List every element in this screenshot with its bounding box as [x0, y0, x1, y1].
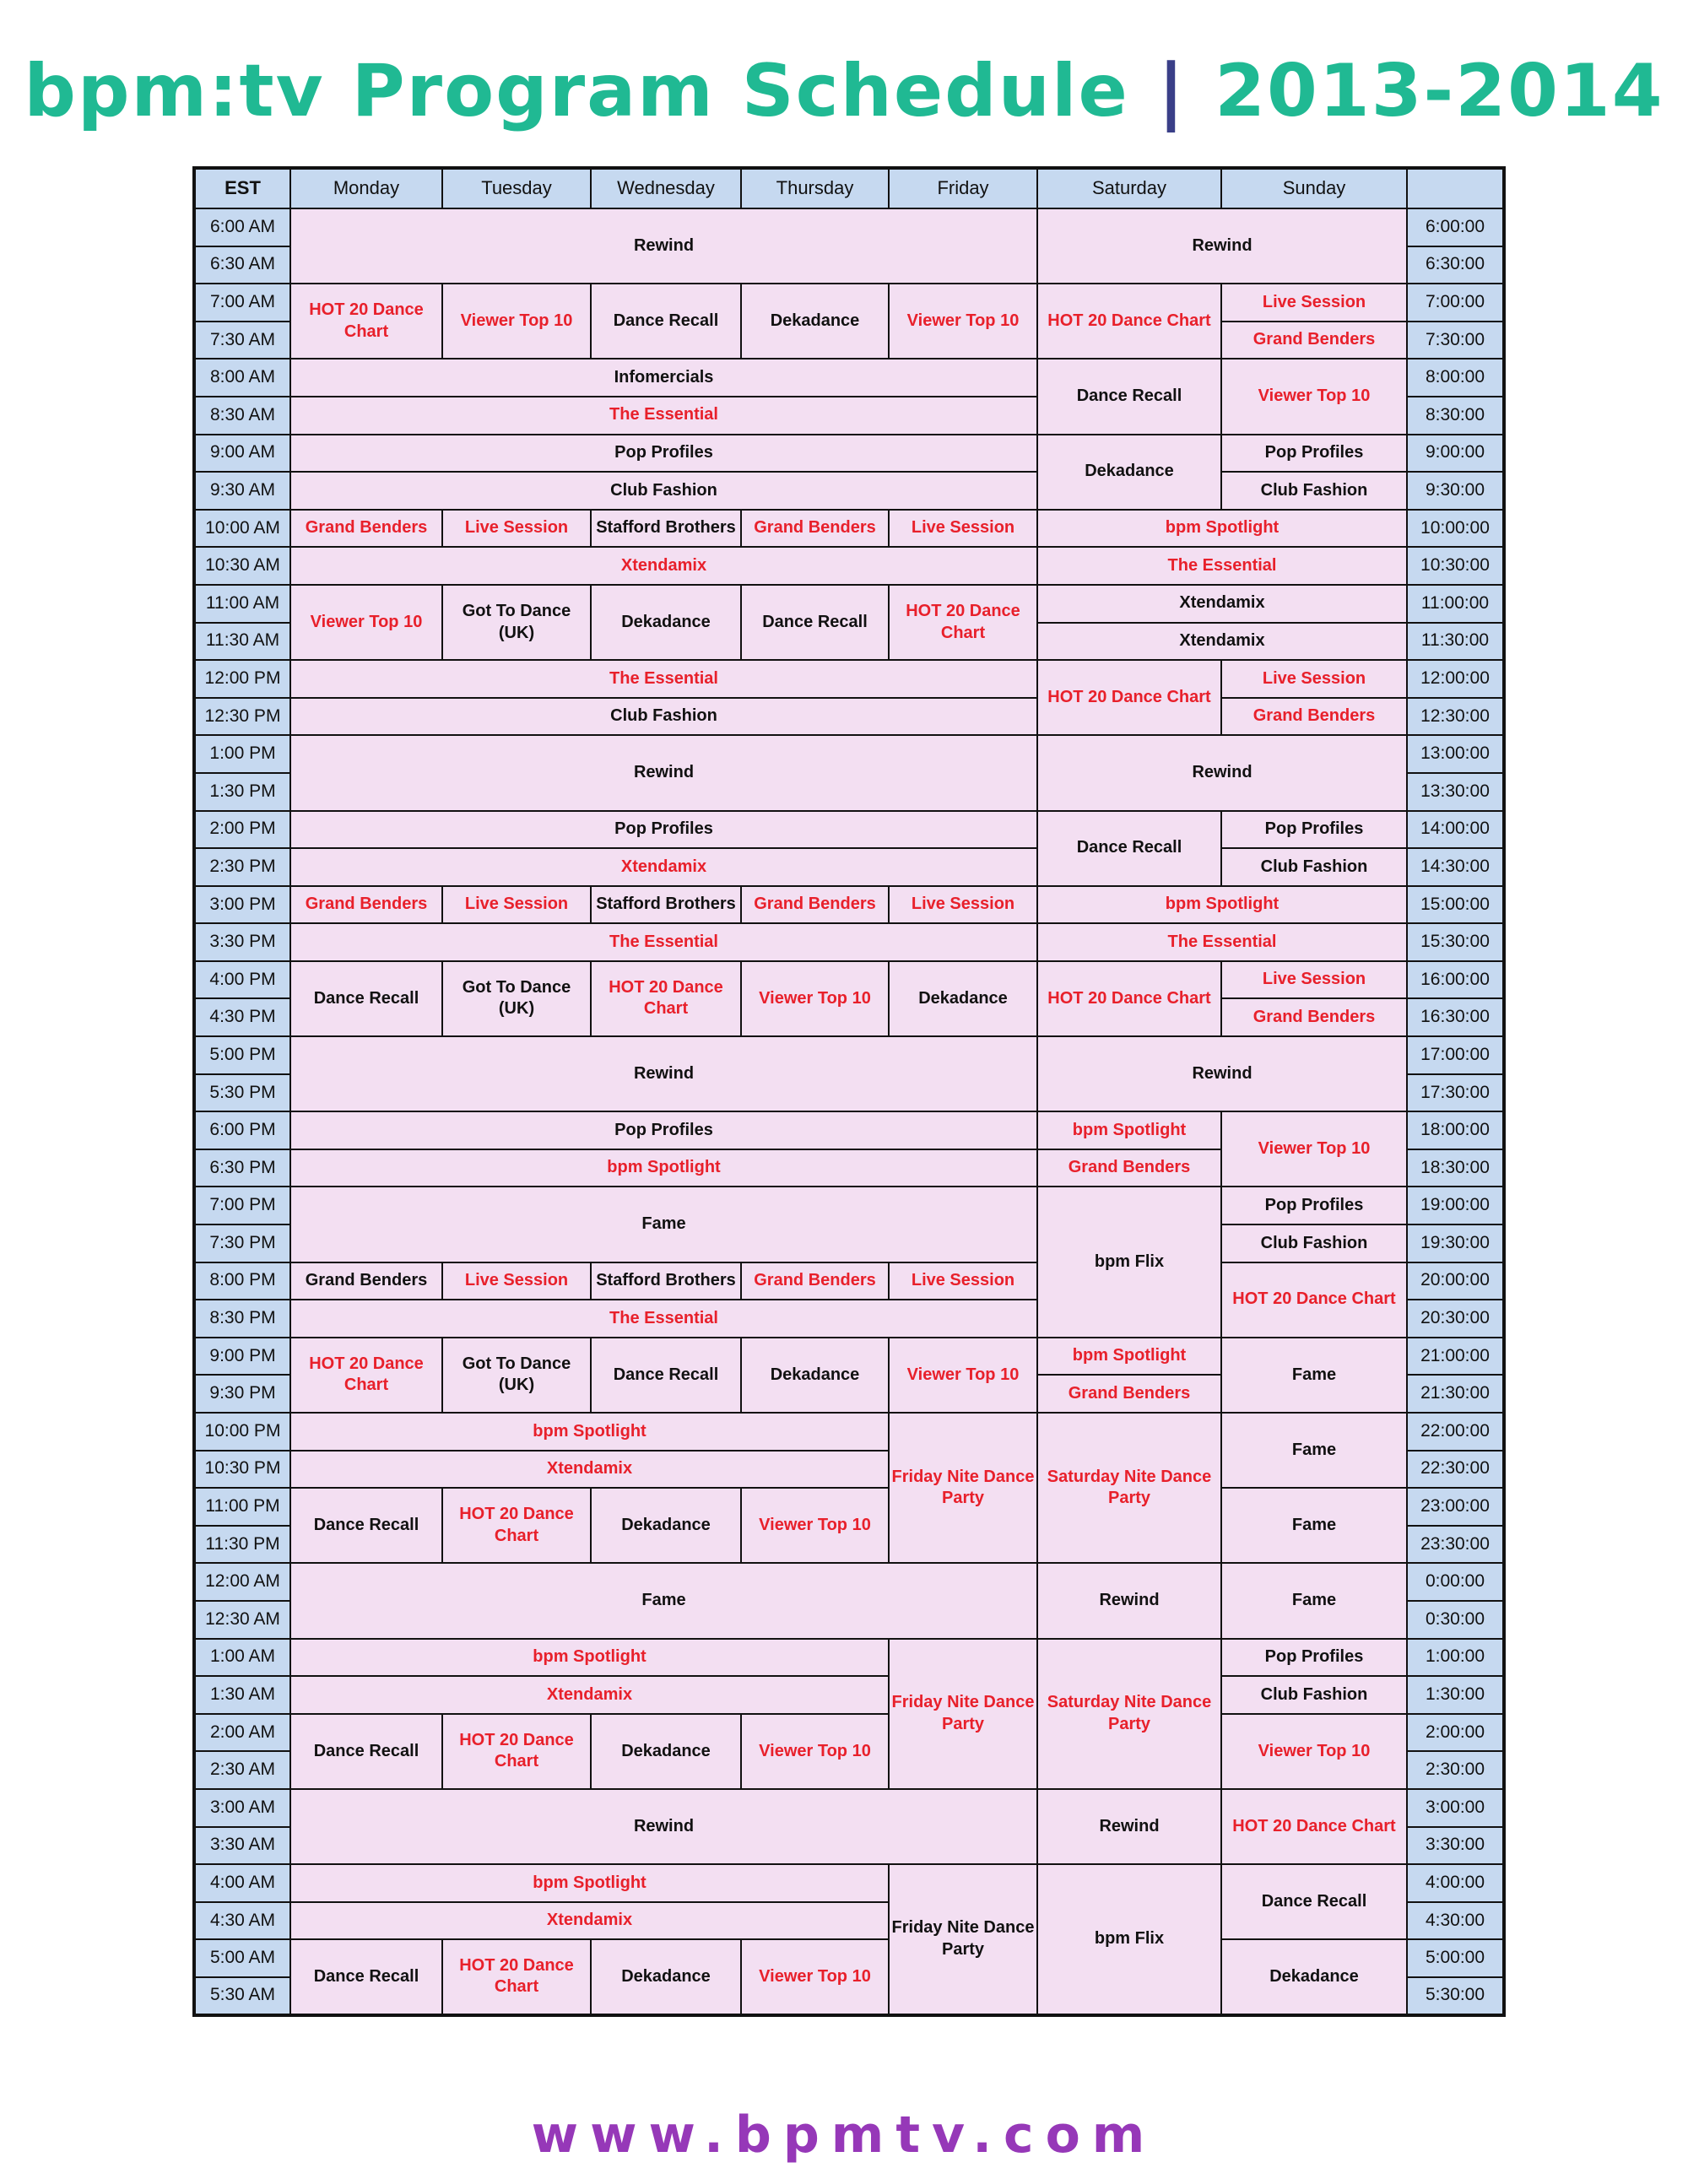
program-cell: Fame — [1221, 1563, 1407, 1638]
program-cell: Pop Profiles — [1221, 1187, 1407, 1224]
time-24h-cell: 2:00:00 — [1407, 1714, 1504, 1752]
program-cell: HOT 20 Dance Chart — [591, 961, 741, 1036]
program-cell: Dance Recall — [741, 585, 889, 660]
time-est-cell: 1:00 PM — [194, 735, 290, 773]
program-cell: Club Fashion — [1221, 1676, 1407, 1714]
time-est-cell: 11:00 AM — [194, 585, 290, 623]
program-cell: HOT 20 Dance Chart — [442, 1488, 591, 1563]
time-24h-cell: 9:00:00 — [1407, 435, 1504, 473]
table-row — [194, 1262, 1504, 1300]
table-row — [194, 735, 1504, 773]
program-cell: Got To Dance (UK) — [442, 961, 591, 1036]
time-24h-cell: 3:00:00 — [1407, 1789, 1504, 1827]
time-est-cell: 10:00 PM — [194, 1413, 290, 1451]
program-cell: Pop Profiles — [1221, 811, 1407, 849]
program-cell: Xtendamix — [290, 1451, 889, 1489]
time-24h-cell: 12:00:00 — [1407, 660, 1504, 698]
table-row — [194, 1111, 1504, 1149]
program-cell: Pop Profiles — [1221, 1639, 1407, 1677]
program-cell: Friday Nite Dance Party — [889, 1639, 1037, 1789]
time-24h-cell: 16:30:00 — [1407, 998, 1504, 1036]
program-cell: HOT 20 Dance Chart — [290, 284, 442, 359]
program-cell: Live Session — [442, 1262, 591, 1300]
program-cell: Fame — [1221, 1413, 1407, 1488]
program-cell: Viewer Top 10 — [889, 284, 1037, 359]
program-cell: bpm Spotlight — [290, 1413, 889, 1451]
program-cell: Rewind — [1037, 1789, 1221, 1864]
program-cell: Xtendamix — [1037, 585, 1407, 623]
time-est-cell: 3:30 PM — [194, 923, 290, 961]
time-24h-cell: 16:00:00 — [1407, 961, 1504, 999]
program-cell: The Essential — [290, 397, 1037, 435]
time-est-cell: 12:30 AM — [194, 1601, 290, 1639]
table-row — [194, 698, 1504, 736]
time-est-cell: 5:00 AM — [194, 1939, 290, 1977]
time-24h-cell: 10:30:00 — [1407, 547, 1504, 585]
time-24h-cell: 6:30:00 — [1407, 246, 1504, 284]
program-cell: Viewer Top 10 — [1221, 1111, 1407, 1187]
time-24h-cell: 2:30:00 — [1407, 1751, 1504, 1789]
program-cell: Live Session — [1221, 284, 1407, 322]
column-header-monday: Monday — [290, 168, 442, 208]
table-row — [194, 284, 1504, 322]
time-est-cell: 6:00 PM — [194, 1111, 290, 1149]
time-24h-cell: 21:30:00 — [1407, 1375, 1504, 1413]
program-cell: Rewind — [290, 1036, 1037, 1111]
time-est-cell: 2:30 AM — [194, 1751, 290, 1789]
program-cell: Rewind — [1037, 1563, 1221, 1638]
table-row — [194, 961, 1504, 999]
program-cell: Viewer Top 10 — [442, 284, 591, 359]
program-cell: Grand Benders — [290, 1262, 442, 1300]
table-row — [194, 923, 1504, 961]
program-cell: HOT 20 Dance Chart — [1037, 961, 1221, 1036]
table-row — [194, 585, 1504, 623]
program-cell: bpm Spotlight — [1037, 886, 1407, 924]
table-row — [194, 1939, 1504, 1977]
program-cell: Dekadance — [741, 284, 889, 359]
program-cell: Friday Nite Dance Party — [889, 1413, 1037, 1563]
time-24h-cell: 22:30:00 — [1407, 1451, 1504, 1489]
program-cell: Rewind — [1037, 735, 1407, 810]
time-24h-cell: 18:30:00 — [1407, 1149, 1504, 1187]
program-cell: Grand Benders — [1037, 1149, 1221, 1187]
program-cell: Dance Recall — [591, 1338, 741, 1413]
program-cell: Pop Profiles — [290, 1111, 1037, 1149]
program-cell: HOT 20 Dance Chart — [1221, 1789, 1407, 1864]
program-cell: Friday Nite Dance Party — [889, 1864, 1037, 2014]
program-cell: Xtendamix — [290, 848, 1037, 886]
time-est-cell: 5:00 PM — [194, 1036, 290, 1074]
table-row — [194, 660, 1504, 698]
time-24h-cell: 13:30:00 — [1407, 773, 1504, 811]
time-24h-cell: 23:00:00 — [1407, 1488, 1504, 1526]
program-cell: Live Session — [889, 886, 1037, 924]
time-est-cell: 7:00 AM — [194, 284, 290, 322]
program-cell: bpm Spotlight — [290, 1864, 889, 1902]
program-cell: Dance Recall — [1221, 1864, 1407, 1939]
program-cell: bpm Flix — [1037, 1864, 1221, 2014]
time-est-cell: 11:30 PM — [194, 1526, 290, 1564]
program-cell: Viewer Top 10 — [741, 961, 889, 1036]
program-cell: Fame — [290, 1187, 1037, 1262]
program-cell: Live Session — [889, 510, 1037, 548]
time-24h-cell: 14:30:00 — [1407, 848, 1504, 886]
program-cell: Club Fashion — [290, 472, 1037, 510]
column-header-friday: Friday — [889, 168, 1037, 208]
program-cell: Viewer Top 10 — [889, 1338, 1037, 1413]
header-row — [194, 168, 1504, 208]
time-24h-cell: 1:30:00 — [1407, 1676, 1504, 1714]
time-24h-cell: 4:30:00 — [1407, 1902, 1504, 1940]
column-header-wednesday: Wednesday — [591, 168, 741, 208]
time-est-cell: 3:00 PM — [194, 886, 290, 924]
program-cell: bpm Spotlight — [1037, 1338, 1221, 1376]
program-cell: Rewind — [290, 735, 1037, 810]
program-cell: HOT 20 Dance Chart — [1037, 660, 1221, 735]
time-24h-cell: 11:30:00 — [1407, 623, 1504, 661]
time-est-cell: 11:30 AM — [194, 623, 290, 661]
program-cell: Dekadance — [591, 1488, 741, 1563]
time-24h-cell: 18:00:00 — [1407, 1111, 1504, 1149]
time-est-cell: 4:30 AM — [194, 1902, 290, 1940]
program-cell: Grand Benders — [741, 886, 889, 924]
time-24h-cell: 11:00:00 — [1407, 585, 1504, 623]
time-24h-cell: 8:30:00 — [1407, 397, 1504, 435]
time-24h-cell: 6:00:00 — [1407, 208, 1504, 246]
time-24h-cell: 14:00:00 — [1407, 811, 1504, 849]
table-row — [194, 1413, 1504, 1451]
table-row — [194, 1864, 1504, 1902]
time-est-cell: 10:30 PM — [194, 1451, 290, 1489]
program-cell: Dance Recall — [290, 1939, 442, 2014]
column-header-saturday: Saturday — [1037, 168, 1221, 208]
time-24h-cell: 0:00:00 — [1407, 1563, 1504, 1601]
time-est-cell: 8:00 PM — [194, 1262, 290, 1300]
program-cell: Club Fashion — [1221, 472, 1407, 510]
table-row — [194, 435, 1504, 473]
program-cell: Fame — [1221, 1338, 1407, 1413]
time-est-cell: 3:30 AM — [194, 1827, 290, 1865]
time-est-cell: 7:30 PM — [194, 1224, 290, 1262]
program-cell: Viewer Top 10 — [290, 585, 442, 660]
table-row — [194, 359, 1504, 397]
program-cell: Dance Recall — [290, 1488, 442, 1563]
time-est-cell: 6:00 AM — [194, 208, 290, 246]
program-schedule-table — [192, 166, 1506, 2017]
time-24h-cell: 21:00:00 — [1407, 1338, 1504, 1376]
table-row — [194, 547, 1504, 585]
program-cell: Viewer Top 10 — [741, 1488, 889, 1563]
column-header-tuesday: Tuesday — [442, 168, 591, 208]
program-cell: Xtendamix — [1037, 623, 1407, 661]
time-est-cell: 5:30 PM — [194, 1074, 290, 1112]
program-cell: Rewind — [1037, 208, 1407, 284]
time-est-cell: 12:30 PM — [194, 698, 290, 736]
time-est-cell: 8:00 AM — [194, 359, 290, 397]
program-cell: Dekadance — [741, 1338, 889, 1413]
column-header-thursday: Thursday — [741, 168, 889, 208]
time-est-cell: 7:30 AM — [194, 322, 290, 359]
time-est-cell: 9:00 AM — [194, 435, 290, 473]
program-cell: Pop Profiles — [1221, 435, 1407, 473]
program-cell: Saturday Nite Dance Party — [1037, 1639, 1221, 1789]
time-24h-cell: 19:00:00 — [1407, 1187, 1504, 1224]
program-cell: Xtendamix — [290, 547, 1037, 585]
program-cell: Rewind — [290, 1789, 1037, 1864]
footer-url[interactable]: www.bpmtv.com — [531, 2106, 1157, 2165]
time-est-cell: 2:00 PM — [194, 811, 290, 849]
program-cell: Stafford Brothers — [591, 886, 741, 924]
time-24h-cell: 5:00:00 — [1407, 1939, 1504, 1977]
program-cell: Infomercials — [290, 359, 1037, 397]
time-est-cell: 6:30 AM — [194, 246, 290, 284]
program-cell: Dance Recall — [290, 961, 442, 1036]
time-est-cell: 12:00 PM — [194, 660, 290, 698]
time-24h-cell: 3:30:00 — [1407, 1827, 1504, 1865]
time-24h-cell: 10:00:00 — [1407, 510, 1504, 548]
program-cell: Dance Recall — [591, 284, 741, 359]
time-24h-cell: 8:00:00 — [1407, 359, 1504, 397]
program-cell: Dekadance — [591, 1714, 741, 1789]
program-cell: Club Fashion — [1221, 1224, 1407, 1262]
time-est-cell: 3:00 AM — [194, 1789, 290, 1827]
program-cell: Grand Benders — [741, 510, 889, 548]
program-cell: Dance Recall — [290, 1714, 442, 1789]
program-cell: HOT 20 Dance Chart — [1037, 284, 1221, 359]
time-est-cell: 4:00 PM — [194, 961, 290, 999]
time-est-cell: 11:00 PM — [194, 1488, 290, 1526]
program-cell: Grand Benders — [290, 510, 442, 548]
program-cell: Grand Benders — [290, 886, 442, 924]
time-24h-cell: 19:30:00 — [1407, 1224, 1504, 1262]
program-cell: Live Session — [442, 886, 591, 924]
program-cell: Saturday Nite Dance Party — [1037, 1413, 1221, 1563]
schedule-body — [194, 208, 1504, 2015]
time-est-cell: 7:00 PM — [194, 1187, 290, 1224]
table-row — [194, 472, 1504, 510]
program-cell: Xtendamix — [290, 1902, 889, 1940]
time-est-cell: 5:30 AM — [194, 1977, 290, 2015]
time-24h-cell: 4:00:00 — [1407, 1864, 1504, 1902]
time-est-cell: 8:30 AM — [194, 397, 290, 435]
program-cell: HOT 20 Dance Chart — [442, 1714, 591, 1789]
program-cell: bpm Spotlight — [1037, 510, 1407, 548]
program-cell: Rewind — [1037, 1036, 1407, 1111]
time-24h-cell: 13:00:00 — [1407, 735, 1504, 773]
program-cell: HOT 20 Dance Chart — [442, 1939, 591, 2014]
program-cell: Grand Benders — [1037, 1375, 1221, 1413]
time-24h-cell: 17:30:00 — [1407, 1074, 1504, 1112]
time-24h-cell: 20:30:00 — [1407, 1300, 1504, 1338]
time-est-cell: 6:30 PM — [194, 1149, 290, 1187]
program-cell: HOT 20 Dance Chart — [1221, 1262, 1407, 1338]
time-est-cell: 10:30 AM — [194, 547, 290, 585]
time-est-cell: 1:30 PM — [194, 773, 290, 811]
title-year: 2013-2014 — [1215, 49, 1664, 133]
table-row — [194, 811, 1504, 849]
page-title — [0, 41, 1688, 142]
table-row — [194, 1187, 1504, 1224]
time-est-cell: 4:00 AM — [194, 1864, 290, 1902]
title-main: bpm:tv Program Schedule — [24, 49, 1129, 133]
program-cell: Viewer Top 10 — [741, 1714, 889, 1789]
program-cell: bpm Flix — [1037, 1187, 1221, 1337]
program-cell: Live Session — [1221, 961, 1407, 999]
table-row — [194, 1789, 1504, 1827]
time-24h-cell: 17:00:00 — [1407, 1036, 1504, 1074]
program-cell: Rewind — [290, 208, 1037, 284]
time-est-cell: 10:00 AM — [194, 510, 290, 548]
time-est-cell: 4:30 PM — [194, 998, 290, 1036]
program-cell: Stafford Brothers — [591, 510, 741, 548]
program-cell: Fame — [1221, 1488, 1407, 1563]
program-cell: Viewer Top 10 — [1221, 359, 1407, 434]
time-est-cell: 9:30 PM — [194, 1375, 290, 1413]
program-cell: HOT 20 Dance Chart — [290, 1338, 442, 1413]
time-est-cell: 1:30 AM — [194, 1676, 290, 1714]
table-row — [194, 848, 1504, 886]
program-cell: Live Session — [889, 1262, 1037, 1300]
program-cell: Dance Recall — [1037, 359, 1221, 434]
program-cell: Grand Benders — [1221, 322, 1407, 359]
program-cell: Live Session — [1221, 660, 1407, 698]
program-cell: Club Fashion — [290, 698, 1037, 736]
time-est-cell: 8:30 PM — [194, 1300, 290, 1338]
time-24h-cell: 22:00:00 — [1407, 1413, 1504, 1451]
program-cell: The Essential — [1037, 923, 1407, 961]
program-cell: Grand Benders — [1221, 698, 1407, 736]
program-cell: HOT 20 Dance Chart — [889, 585, 1037, 660]
column-header-est: EST — [194, 168, 290, 208]
program-cell: The Essential — [290, 660, 1037, 698]
program-cell: Dekadance — [1221, 1939, 1407, 2014]
time-24h-cell: 15:00:00 — [1407, 886, 1504, 924]
program-cell: bpm Spotlight — [290, 1639, 889, 1677]
program-cell: Dekadance — [591, 585, 741, 660]
time-24h-cell: 23:30:00 — [1407, 1526, 1504, 1564]
program-cell: Dekadance — [1037, 435, 1221, 510]
time-24h-cell: 5:30:00 — [1407, 1977, 1504, 2015]
program-cell: Live Session — [442, 510, 591, 548]
table-row — [194, 1639, 1504, 1677]
program-cell: bpm Spotlight — [290, 1149, 1037, 1187]
program-cell: Xtendamix — [290, 1676, 889, 1714]
time-24h-cell: 7:30:00 — [1407, 322, 1504, 359]
program-cell: Grand Benders — [1221, 998, 1407, 1036]
program-cell: Got To Dance (UK) — [442, 1338, 591, 1413]
time-24h-cell: 0:30:00 — [1407, 1601, 1504, 1639]
program-cell: Got To Dance (UK) — [442, 585, 591, 660]
column-header-time-24h — [1407, 168, 1504, 208]
title-separator: | — [1157, 49, 1187, 133]
program-cell: Pop Profiles — [290, 811, 1037, 849]
program-cell: Viewer Top 10 — [741, 1939, 889, 2014]
table-row — [194, 1036, 1504, 1074]
table-row — [194, 1676, 1504, 1714]
time-est-cell: 2:00 AM — [194, 1714, 290, 1752]
table-row — [194, 1488, 1504, 1526]
time-24h-cell: 12:30:00 — [1407, 698, 1504, 736]
program-cell: Viewer Top 10 — [1221, 1714, 1407, 1789]
program-cell: Pop Profiles — [290, 435, 1037, 473]
table-row — [194, 1563, 1504, 1601]
table-row — [194, 1714, 1504, 1752]
program-cell: bpm Spotlight — [1037, 1111, 1221, 1149]
program-cell: Fame — [290, 1563, 1037, 1638]
program-cell: Club Fashion — [1221, 848, 1407, 886]
column-header-sunday: Sunday — [1221, 168, 1407, 208]
time-24h-cell: 1:00:00 — [1407, 1639, 1504, 1677]
program-cell: Dekadance — [591, 1939, 741, 2014]
time-24h-cell: 7:00:00 — [1407, 284, 1504, 322]
program-cell: The Essential — [290, 1300, 1037, 1338]
table-row — [194, 1338, 1504, 1376]
program-cell: The Essential — [1037, 547, 1407, 585]
time-24h-cell: 9:30:00 — [1407, 472, 1504, 510]
program-cell: Dekadance — [889, 961, 1037, 1036]
program-cell: Grand Benders — [741, 1262, 889, 1300]
table-row — [194, 510, 1504, 548]
program-cell: The Essential — [290, 923, 1037, 961]
time-est-cell: 1:00 AM — [194, 1639, 290, 1677]
program-cell: Stafford Brothers — [591, 1262, 741, 1300]
program-cell: Dance Recall — [1037, 811, 1221, 886]
table-row — [194, 208, 1504, 246]
time-est-cell: 9:00 PM — [194, 1338, 290, 1376]
table-row — [194, 886, 1504, 924]
time-est-cell: 2:30 PM — [194, 848, 290, 886]
time-est-cell: 9:30 AM — [194, 472, 290, 510]
time-est-cell: 12:00 AM — [194, 1563, 290, 1601]
time-24h-cell: 20:00:00 — [1407, 1262, 1504, 1300]
time-24h-cell: 15:30:00 — [1407, 923, 1504, 961]
